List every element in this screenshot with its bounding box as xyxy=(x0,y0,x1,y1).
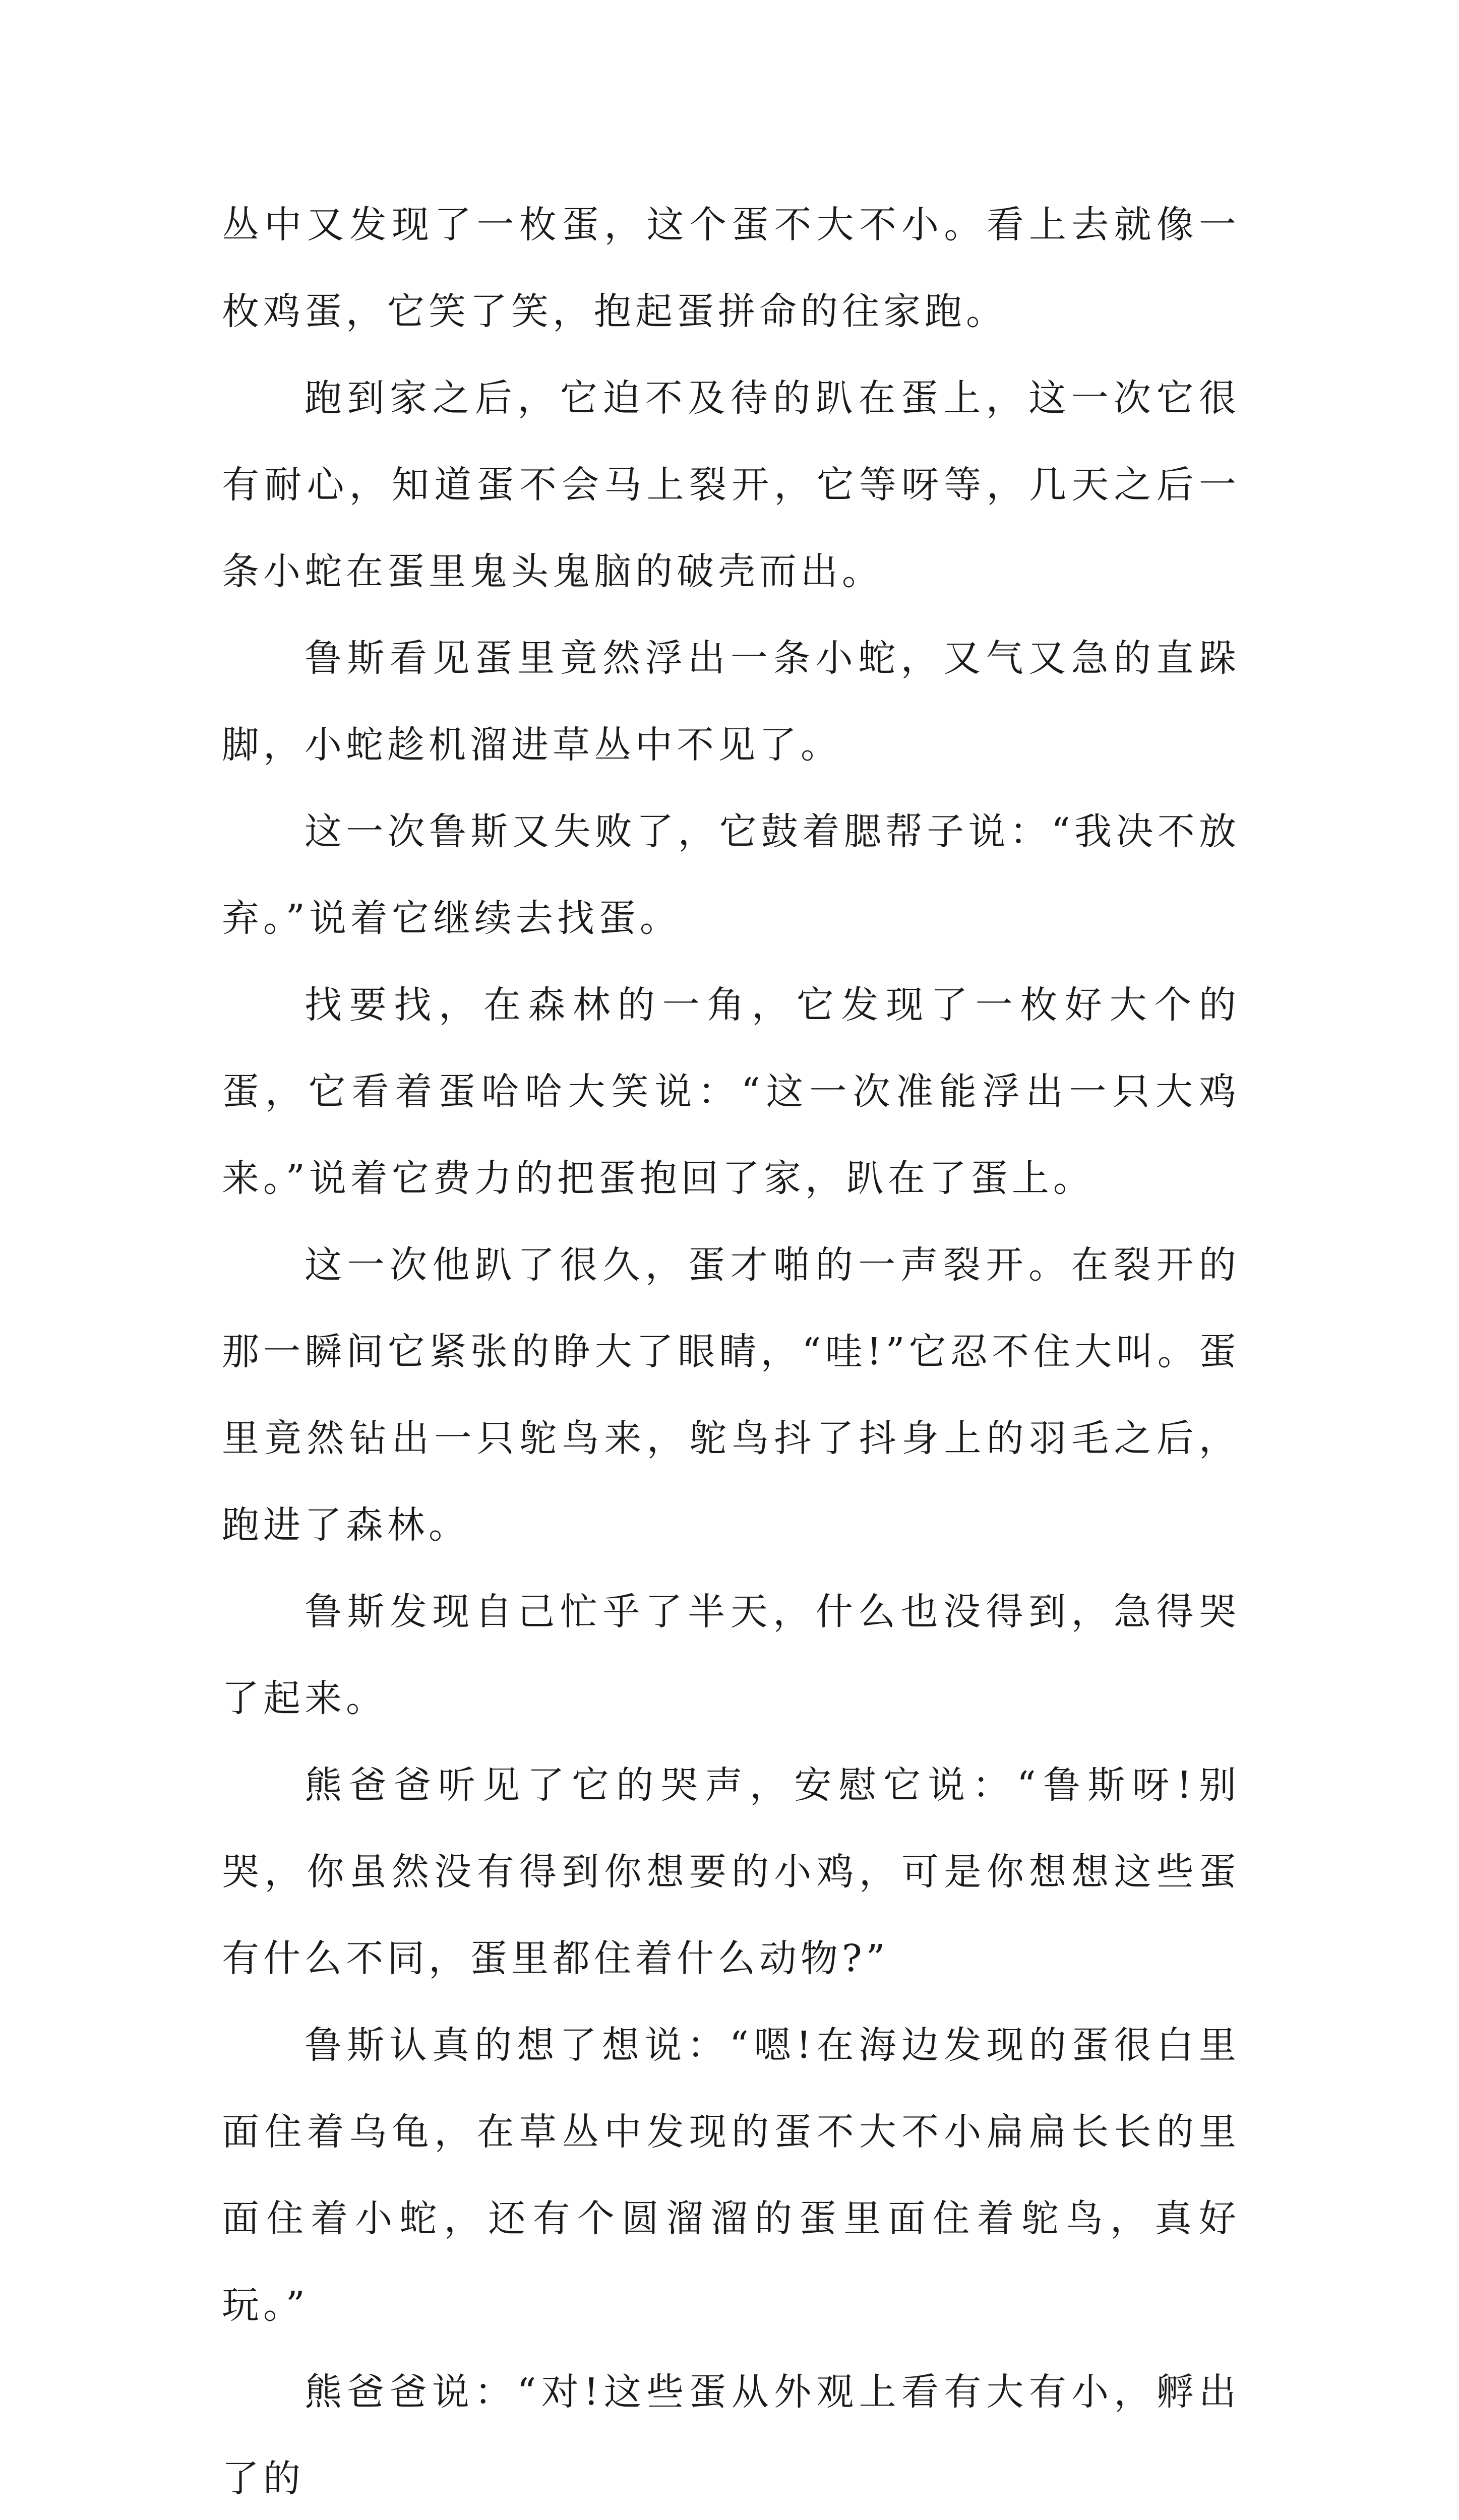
paragraph-6: 这一次他趴了很久，蛋才啪的一声裂开。在裂开的那一瞬间它紧张的睁大了眼睛，“哇!”它忍不住大叫。蛋里竟然钻出一只鸵鸟来，鸵鸟抖了抖身上的羽毛之后，跑进了森林。 xyxy=(222,1243,1240,1547)
paragraph-5: 找要找，在森林的一角，它发现了一枚好大个的蛋，它看着蛋哈哈大笑说：“这一次准能浮出一只大鸡来。”说着它费力的把蛋抱回了家，趴在了蛋上。 xyxy=(222,983,1240,1200)
paragraph-8: 熊爸爸听见了它的哭声，安慰它说：“鲁斯呀!别哭，你虽然没有得到你想要的小鸡，可是你想想这些蛋有什么不同，蛋里都住着什么动物?” xyxy=(222,1763,1240,1980)
paragraph-4: 这一次鲁斯又失败了，它鼓着腮帮子说：“我决不放弃。”说着它继续去找蛋。 xyxy=(222,810,1240,940)
paragraph-1: 丛中又发现了一枚蛋，这个蛋不大不小。看上去就像一枚鸡蛋，它笑了笑，抱起蛋拼命的往家跑。 xyxy=(222,203,1240,333)
paragraph-10: 熊爸爸说：“对!这些蛋从外观上看有大有小，孵出了的 xyxy=(222,2370,1240,2500)
document-body xyxy=(222,181,1240,2520)
paragraph-2: 跑到家之后，它迫不及待的趴在蛋上，这一次它很有耐心，知道蛋不会马上裂开，它等呀等，几天之后一条小蛇在蛋里鬼头鬼脑的破壳而出。 xyxy=(222,376,1240,593)
paragraph-3: 鲁斯看见蛋里竟然浮出一条小蛇，又气又急的直跺脚，小蛇趁机溜进草丛中不见了。 xyxy=(222,637,1240,767)
paragraph-7: 鲁斯发现自己忙乎了半天，什么也没得到，急得哭了起来。 xyxy=(222,1590,1240,1720)
paragraph-9: 鲁斯认真的想了想说：“嗯!在海边发现的蛋很白里面住着乌龟，在草丛中发现的蛋不大不小扁扁长长的里面住着小蛇，还有个圆溜溜的蛋里面住着鸵鸟，真好玩。” xyxy=(222,2024,1240,2327)
